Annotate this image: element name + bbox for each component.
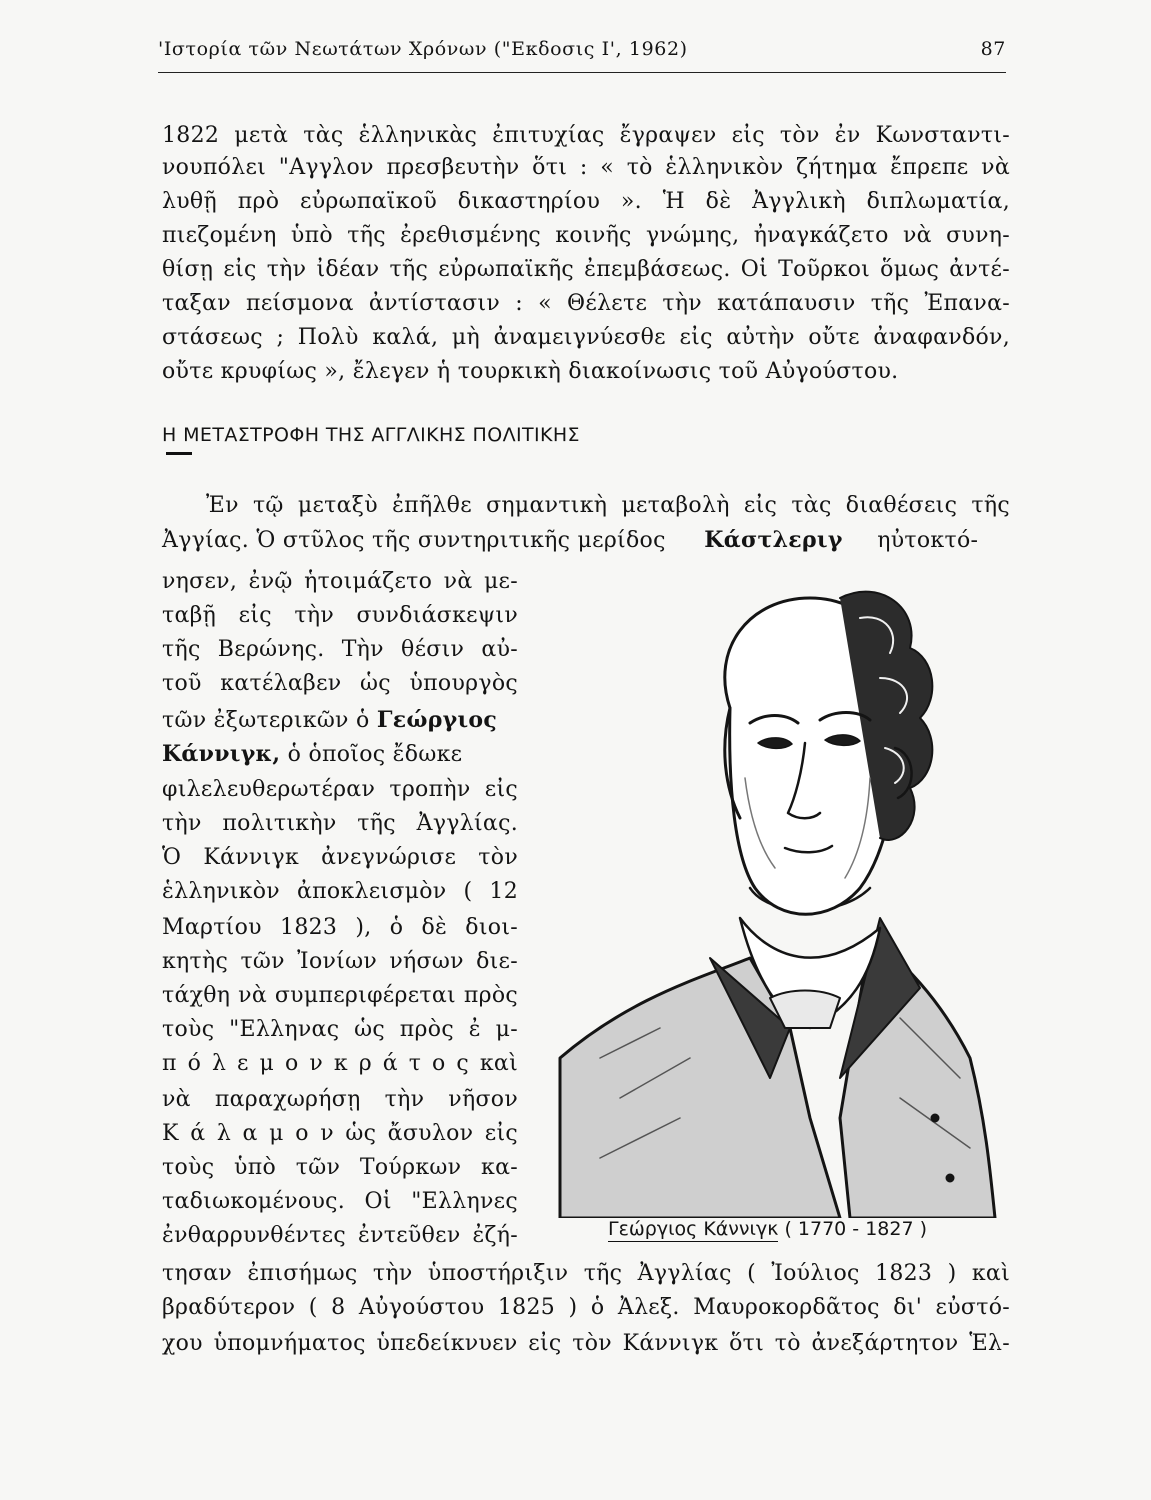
text-line: Ὁ Κάννιγκ ἀνεγνώρισε τὸν: [162, 845, 518, 870]
text-line: τησαν ἐπισήμως τὴν ὑποστήριξιν τῆς Ἀγγλίας ( Ἰούλιος 1823 ) καὶ: [162, 1261, 1010, 1286]
text-line: φιλελευθερωτέραν τροπὴν εἰς: [162, 777, 518, 802]
text-line: τὴν πολιτικὴν τῆς Ἀγγλίας.: [162, 811, 518, 836]
name-castlereagh: Κάστλεριγ: [704, 527, 843, 553]
text-span: τῶν ἐξωτερικῶν ὁ: [162, 708, 370, 733]
text-line: θίσῃ εἰς τὴν ἰδέαν τῆς εὐρωπαϊκῆς ἐπεμβάσεως. Οἱ Τοῦρκοι ὅμως ἀντέ-: [162, 257, 1010, 282]
text-line: τοῦ κατέλαβεν ὡς ὑπουργὸς: [162, 671, 518, 696]
text-line: ταβῇ εἰς τὴν συνδιάσκεψιν: [162, 603, 518, 628]
text-line: τάχθη νὰ συμπεριφέρεται πρὸς: [162, 983, 518, 1008]
caption-dates: ( 1770 - 1827 ): [784, 1218, 927, 1240]
text-line: στάσεως ; Πολὺ καλά, μὴ ἀναμειγνύεσθε εἰς αὐτὴν οὔτε ἀναφανδόν,: [162, 325, 1010, 350]
text-line: ταδιωκομένους. Οἱ "Ελληνες: [162, 1189, 518, 1214]
text-line: ἑλληνικὸν ἀποκλεισμὸν ( 12: [162, 879, 518, 904]
text-line: π ό λ ε μ ο ν κ ρ ά τ ο ς καὶ: [162, 1051, 518, 1076]
text-line: Κ ά λ α μ ο ν ὡς ἄσυλον εἰς: [162, 1121, 518, 1146]
coat-button: [931, 1114, 939, 1122]
text-span: ὁ ὁποῖος ἔδωκε: [287, 742, 463, 767]
coat-button: [946, 1174, 954, 1182]
text-line: ταξαν πείσμονα ἀντίστασιν : « Θέλετε τὴν κατάπαυσιν τῆς Ἐπανα-: [162, 291, 1010, 316]
text-line: οὔτε κρυφίως », ἔλεγεν ἡ τουρκικὴ διακοίνωσις τοῦ Αὐγούστου.: [162, 359, 899, 384]
text-span: ηὐτοκτό-: [877, 528, 979, 553]
text-line: Ἐν τῷ μεταξὺ ἐπῆλθε σημαντικὴ μεταβολὴ εἰς τὰς διαθέσεις τῆς: [206, 493, 1010, 518]
text-span: Ἀγγίας. Ὁ στῦλος τῆς συντηριτικῆς μερίδος: [162, 528, 666, 553]
text-line: βραδύτερον ( 8 Αὐγούστου 1825 ) ὁ Ἀλεξ. Μαυροκορδᾶτος δι' εὐστό-: [162, 1295, 1010, 1320]
text-line: νησεν, ἐνῷ ἡτοιμάζετο νὰ με-: [162, 569, 518, 594]
header-rule: [158, 72, 1006, 73]
text-line: [162, 704, 518, 737]
text-line: πιεζομένη ὑπὸ τῆς ἐρεθισμένης κοινῆς γνώμης, ἠναγκάζετο νὰ συνη-: [162, 223, 1010, 248]
page-number: 87: [980, 38, 1006, 60]
text-line: νουπόλει "Αγγλον πρεσβευτὴν ὅτι : « τὸ ἑλληνικὸν ζήτημα ἔπρεπε νὰ: [162, 155, 1010, 180]
name-george: Γεώργιος: [376, 707, 498, 733]
caption-name: Γεώργιος Κάννιγκ: [608, 1218, 779, 1240]
text-line: λυθῇ πρὸ εὐρωπαϊκοῦ δικαστηρίου ». Ἡ δὲ Ἀγγλικὴ διπλωματία,: [162, 189, 1010, 214]
name-canning: Κάννιγκ,: [162, 741, 281, 767]
canning-portrait: [540, 558, 1010, 1218]
book-title: 'Ιστορία τῶν Νεωτάτων Χρόνων ("Εκδοσις Ι', 1962): [158, 38, 688, 60]
text-line: τῆς Βερώνης. Τὴν θέσιν αὐ-: [162, 637, 518, 662]
text-line: χου ὑπομνήματος ὑπεδείκνυεν εἰς τὸν Κάννιγκ ὅτι τὸ ἀνεξάρτητον Ἑλ-: [162, 1331, 1010, 1356]
portrait-caption: [608, 1218, 927, 1240]
text-line: νὰ παραχωρήσῃ τὴν νῆσον: [162, 1087, 518, 1112]
text-line: 1822 μετὰ τὰς ἑλληνικὰς ἐπιτυχίας ἔγραψεν εἰς τὸν ἐν Κωνσταντι-: [162, 123, 1010, 148]
text-line: τοὺς ὑπὸ τῶν Τούρκων κα-: [162, 1155, 518, 1180]
heading-underline: [166, 452, 192, 455]
text-line: κητὴς τῶν Ἰονίων νήσων διε-: [162, 949, 518, 974]
text-line: ἐνθαρρυνθέντες ἐντεῦθεν ἐζή-: [162, 1223, 518, 1248]
section-heading: Η ΜΕΤΑΣΤΡΟΦΗ ΤΗΣ ΑΓΓΛΙΚΗΣ ΠΟΛΙΤΙΚΗΣ: [162, 424, 580, 446]
text-line: Μαρτίου 1823 ), ὁ δὲ διοι-: [162, 915, 518, 940]
text-line: [162, 524, 1010, 557]
text-line: [162, 738, 518, 771]
text-line: τοὺς "Ελληνας ὡς πρὸς ἐ μ-: [162, 1017, 518, 1042]
